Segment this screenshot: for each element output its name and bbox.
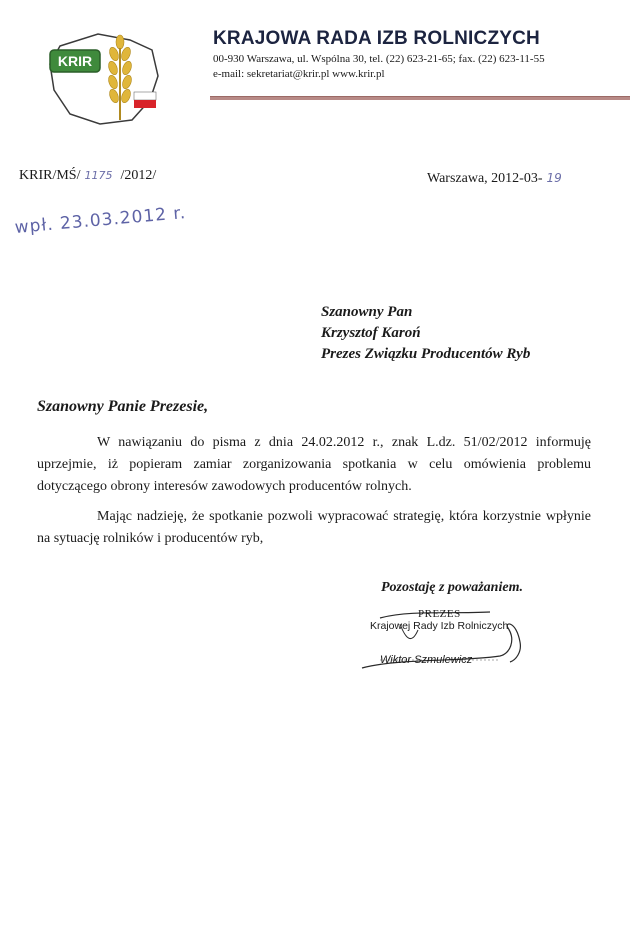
krir-logo [40, 28, 170, 128]
salutation: Szanowny Panie Prezesie, [37, 398, 209, 415]
stamp-title: PREZES [418, 608, 461, 620]
body-paragraph-2: Mając nadzieję, że spotkanie pozwoli wypracować strategię, która korzystnie wpłynie na sytuację rolników i producentów ryb, [37, 509, 591, 546]
letter-body [37, 432, 591, 558]
stamp-name: Wiktor Szmulewicz [380, 654, 473, 666]
stamp-organization: Krajowej Rady Izb Rolniczych [370, 620, 509, 632]
reference-prefix: KRIR/MŚ/ [19, 168, 81, 183]
closing: Pozostaję z poważaniem. [381, 580, 523, 595]
reference-suffix: /2012/ [120, 168, 157, 183]
logo-text: KRIR [57, 53, 93, 69]
recipient-line1: Szanowny Pan [321, 304, 413, 320]
org-contact: e-mail: sekretariat@krir.pl www.krir.pl [213, 68, 385, 80]
recipient-line2: Krzysztof Karoń [321, 325, 421, 341]
org-address: 00-930 Warszawa, ul. Wspólna 30, tel. (22) 623-21-65; fax. (22) 623-11-55 [213, 53, 545, 65]
body-paragraph-1: W nawiązaniu do pisma z dnia 24.02.2012 r., znak L.dz. 51/02/2012 informuję uprzejmie, iż popieram zamiar zorganizowania spotkania w celu omówienia problemu dotyczącego obrony interesów zawodowych producentów rolnych. [37, 435, 591, 494]
org-name: KRAJOWA RADA IZB ROLNICZYCH [213, 28, 540, 49]
reference-line [19, 168, 156, 184]
header-rule [210, 96, 630, 100]
recipient-line3: Prezes Związku Producentów Ryb [321, 346, 531, 362]
date-handwritten-day: 19 [546, 171, 562, 185]
recipient-block [321, 302, 530, 365]
received-note: wpł. 23.03.2012 r. [14, 203, 187, 238]
date-line [427, 171, 562, 187]
date-printed: Warszawa, 2012-03- [427, 171, 543, 186]
reference-handwritten-number: 1175 [84, 169, 113, 182]
